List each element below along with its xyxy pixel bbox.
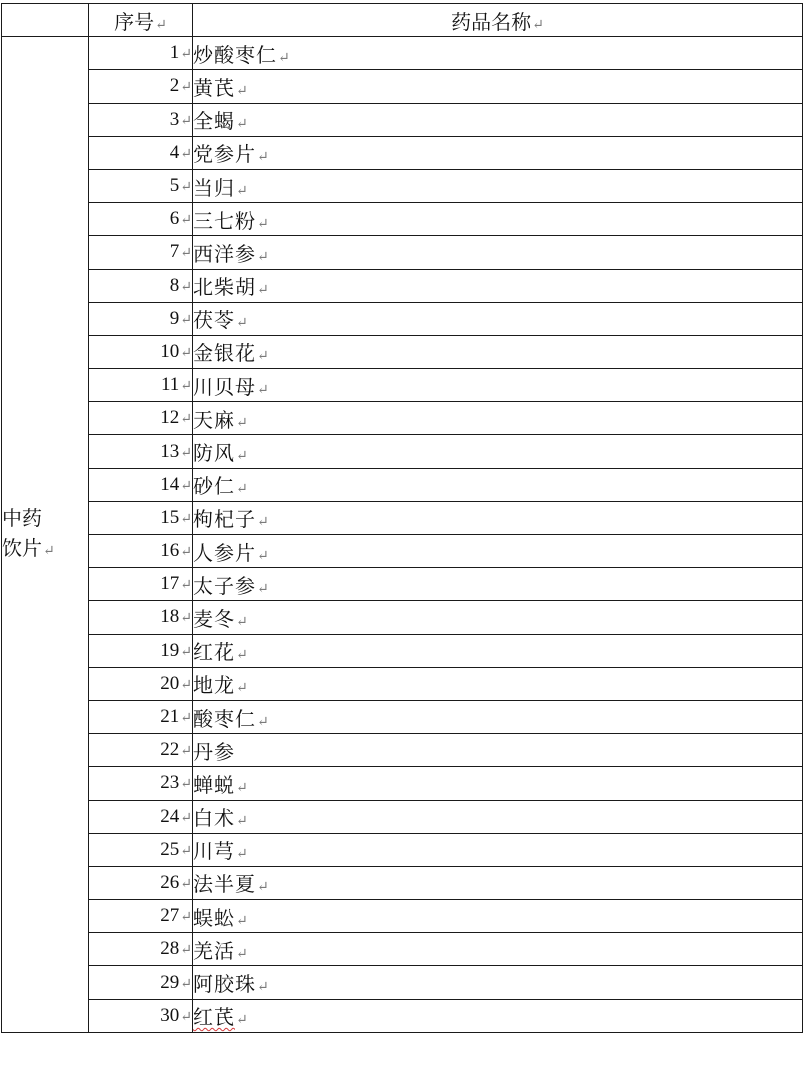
paragraph-mark-icon: ↵ bbox=[236, 116, 248, 133]
drug-name: 川贝母 bbox=[193, 374, 256, 399]
drug-name: 白术 bbox=[193, 806, 235, 831]
table-row bbox=[2, 103, 803, 136]
drug-name: 川芎 bbox=[193, 839, 235, 864]
table-row bbox=[2, 601, 803, 634]
row-number-cell bbox=[89, 601, 193, 634]
drug-name-cell bbox=[193, 601, 803, 634]
drug-name: 人参片 bbox=[193, 540, 256, 565]
paragraph-mark-icon: ↵ bbox=[236, 779, 248, 796]
drug-name: 黄芪 bbox=[193, 75, 235, 100]
category-label-line1: 中药 bbox=[2, 506, 42, 530]
drug-name-cell bbox=[193, 833, 803, 866]
paragraph-mark-icon: ↵ bbox=[257, 514, 269, 531]
paragraph-mark-icon: ↵ bbox=[236, 846, 248, 863]
row-number: 28 bbox=[160, 938, 180, 960]
paragraph-mark-icon: ↵ bbox=[257, 381, 269, 398]
table-row bbox=[2, 700, 803, 733]
row-number-cell bbox=[89, 501, 193, 534]
paragraph-mark-icon: ↵ bbox=[257, 248, 269, 265]
row-number-cell bbox=[89, 70, 193, 103]
drug-name: 天麻 bbox=[193, 407, 235, 432]
paragraph-mark-icon: ↵ bbox=[180, 345, 192, 361]
paragraph-mark-icon: ↵ bbox=[257, 282, 269, 299]
paragraph-mark-icon: ↵ bbox=[180, 213, 192, 229]
paragraph-mark-icon: ↵ bbox=[257, 547, 269, 564]
paragraph-mark-icon: ↵ bbox=[180, 279, 192, 295]
row-number: 14 bbox=[160, 473, 180, 495]
paragraph-mark-icon: ↵ bbox=[257, 979, 269, 996]
drug-name-cell bbox=[193, 37, 803, 70]
drug-name: 蜈蚣 bbox=[193, 905, 235, 930]
table-row bbox=[2, 70, 803, 103]
paragraph-mark-icon: ↵ bbox=[236, 82, 248, 99]
row-number-cell bbox=[89, 37, 193, 70]
paragraph-mark-icon: ↵ bbox=[236, 1012, 248, 1029]
drug-name-cell bbox=[193, 966, 803, 999]
row-number-cell bbox=[89, 900, 193, 933]
row-number-cell bbox=[89, 999, 193, 1032]
row-number: 4 bbox=[169, 141, 180, 163]
row-number: 3 bbox=[169, 108, 180, 130]
paragraph-mark-icon: ↵ bbox=[180, 312, 192, 328]
row-number: 8 bbox=[169, 274, 180, 296]
row-number: 26 bbox=[160, 871, 180, 893]
paragraph-mark-icon: ↵ bbox=[180, 611, 192, 627]
drug-name-cell bbox=[193, 999, 803, 1032]
header-name: 药品名称↵ bbox=[193, 4, 803, 37]
row-number-cell bbox=[89, 734, 193, 767]
row-number-cell bbox=[89, 169, 193, 202]
table-row bbox=[2, 734, 803, 767]
paragraph-mark-icon: ↵ bbox=[236, 182, 248, 199]
paragraph-mark-icon: ↵ bbox=[180, 876, 192, 892]
paragraph-mark-icon: ↵ bbox=[257, 149, 269, 166]
row-number: 30 bbox=[160, 1004, 180, 1026]
drug-name: 党参片 bbox=[193, 142, 256, 167]
paragraph-mark-icon: ↵ bbox=[236, 315, 248, 332]
paragraph-mark-icon: ↵ bbox=[180, 677, 192, 693]
row-number: 24 bbox=[160, 805, 180, 827]
table-row bbox=[2, 169, 803, 202]
drug-name: 三七粉 bbox=[193, 208, 256, 233]
paragraph-mark-icon: ↵ bbox=[180, 777, 192, 793]
row-number: 15 bbox=[160, 506, 180, 528]
row-number-cell bbox=[89, 634, 193, 667]
paragraph-mark-icon: ↵ bbox=[236, 414, 248, 431]
table-row bbox=[2, 468, 803, 501]
table-row bbox=[2, 136, 803, 169]
table-row bbox=[2, 667, 803, 700]
row-number-cell bbox=[89, 468, 193, 501]
table-row bbox=[2, 369, 803, 402]
drug-name-cell bbox=[193, 535, 803, 568]
drug-name-cell bbox=[193, 335, 803, 368]
row-number-cell bbox=[89, 335, 193, 368]
paragraph-mark-icon: ↵ bbox=[180, 445, 192, 461]
drug-name-cell bbox=[193, 933, 803, 966]
row-number: 22 bbox=[160, 739, 180, 761]
row-number-cell bbox=[89, 103, 193, 136]
paragraph-mark-icon: ↵ bbox=[180, 478, 192, 494]
paragraph-mark-icon: ↵ bbox=[257, 879, 269, 896]
row-number: 5 bbox=[169, 175, 180, 197]
paragraph-mark-icon: ↵ bbox=[180, 976, 192, 992]
paragraph-mark-icon: ↵ bbox=[180, 910, 192, 926]
paragraph-mark-icon: ↵ bbox=[180, 180, 192, 196]
paragraph-mark-icon: ↵ bbox=[236, 647, 248, 664]
drug-name-cell bbox=[193, 302, 803, 335]
paragraph-mark-icon: ↵ bbox=[180, 379, 192, 395]
drug-name-cell bbox=[193, 103, 803, 136]
row-number: 20 bbox=[160, 672, 180, 694]
drug-name: 炒酸枣仁 bbox=[193, 42, 277, 67]
row-number-cell bbox=[89, 369, 193, 402]
table-row bbox=[2, 767, 803, 800]
row-number: 19 bbox=[160, 639, 180, 661]
drug-list-table bbox=[1, 3, 803, 1033]
row-number-cell bbox=[89, 302, 193, 335]
table-row bbox=[2, 999, 803, 1032]
drug-name: 麦冬 bbox=[193, 606, 235, 631]
table-row bbox=[2, 203, 803, 236]
table-row bbox=[2, 866, 803, 899]
drug-name-cell bbox=[193, 568, 803, 601]
table-row bbox=[2, 933, 803, 966]
row-number-cell bbox=[89, 966, 193, 999]
row-number: 21 bbox=[160, 706, 180, 728]
paragraph-mark-icon: ↵ bbox=[155, 16, 167, 33]
paragraph-mark-icon: ↵ bbox=[180, 1009, 192, 1025]
paragraph-mark-icon: ↵ bbox=[180, 545, 192, 561]
drug-name-cell bbox=[193, 634, 803, 667]
table-row bbox=[2, 568, 803, 601]
paragraph-mark-icon: ↵ bbox=[180, 113, 192, 129]
paragraph-mark-icon: ↵ bbox=[236, 945, 248, 962]
row-number: 12 bbox=[160, 407, 180, 429]
header-no: 序号↵ bbox=[89, 4, 193, 37]
drug-name: 茯苓 bbox=[193, 308, 235, 333]
row-number-cell bbox=[89, 667, 193, 700]
table-row bbox=[2, 236, 803, 269]
row-number-cell bbox=[89, 767, 193, 800]
row-number: 29 bbox=[160, 971, 180, 993]
paragraph-mark-icon: ↵ bbox=[180, 246, 192, 262]
paragraph-mark-icon: ↵ bbox=[180, 744, 192, 760]
table-row bbox=[2, 402, 803, 435]
drug-name: 羌活 bbox=[193, 938, 235, 963]
drug-name-cell bbox=[193, 203, 803, 236]
paragraph-mark-icon: ↵ bbox=[180, 146, 192, 162]
drug-name-cell bbox=[193, 369, 803, 402]
drug-name: 防风 bbox=[193, 441, 235, 466]
category-header-cell bbox=[2, 4, 89, 37]
drug-name-cell bbox=[193, 866, 803, 899]
paragraph-mark-icon: ↵ bbox=[236, 481, 248, 498]
paragraph-mark-icon: ↵ bbox=[180, 644, 192, 660]
drug-name: 红芪 bbox=[193, 1005, 235, 1030]
header-row bbox=[2, 4, 803, 37]
paragraph-mark-icon: ↵ bbox=[180, 80, 192, 96]
paragraph-mark-icon: ↵ bbox=[236, 448, 248, 465]
row-number-cell bbox=[89, 568, 193, 601]
row-number-cell bbox=[89, 435, 193, 468]
table-row bbox=[2, 435, 803, 468]
row-number: 11 bbox=[160, 374, 180, 396]
table-row bbox=[2, 269, 803, 302]
paragraph-mark-icon: ↵ bbox=[236, 813, 248, 830]
drug-name: 当归 bbox=[193, 175, 235, 200]
row-number: 10 bbox=[160, 340, 180, 362]
row-number-cell bbox=[89, 535, 193, 568]
paragraph-mark-icon: ↵ bbox=[236, 912, 248, 929]
drug-name: 酸枣仁 bbox=[193, 706, 256, 731]
row-number: 23 bbox=[160, 772, 180, 794]
drug-name-cell bbox=[193, 435, 803, 468]
drug-name-cell bbox=[193, 269, 803, 302]
paragraph-mark-icon: ↵ bbox=[180, 47, 192, 63]
paragraph-mark-icon: ↵ bbox=[180, 843, 192, 859]
row-number-cell bbox=[89, 269, 193, 302]
paragraph-mark-icon: ↵ bbox=[257, 215, 269, 232]
row-number: 1 bbox=[169, 42, 180, 64]
row-number: 13 bbox=[160, 440, 180, 462]
row-number: 2 bbox=[169, 75, 180, 97]
paragraph-mark-icon: ↵ bbox=[236, 680, 248, 697]
table-row bbox=[2, 634, 803, 667]
row-number-cell bbox=[89, 402, 193, 435]
row-number: 9 bbox=[169, 307, 180, 329]
drug-name-cell bbox=[193, 402, 803, 435]
row-number-cell bbox=[89, 203, 193, 236]
paragraph-mark-icon: ↵ bbox=[180, 711, 192, 727]
drug-name: 全蝎 bbox=[193, 109, 235, 134]
paragraph-mark-icon: ↵ bbox=[257, 348, 269, 365]
drug-name: 太子参 bbox=[193, 573, 256, 598]
drug-name: 蝉蜕 bbox=[193, 772, 235, 797]
drug-name: 丹参 bbox=[193, 739, 235, 764]
drug-name-cell bbox=[193, 734, 803, 767]
paragraph-mark-icon: ↵ bbox=[180, 943, 192, 959]
drug-name-cell bbox=[193, 800, 803, 833]
row-number-cell bbox=[89, 236, 193, 269]
category-label-line2: 饮片↵ bbox=[2, 536, 55, 560]
drug-name-cell bbox=[193, 767, 803, 800]
table-row bbox=[2, 833, 803, 866]
row-number: 25 bbox=[160, 838, 180, 860]
paragraph-mark-icon: ↵ bbox=[180, 810, 192, 826]
table-row bbox=[2, 800, 803, 833]
row-number: 17 bbox=[160, 573, 180, 595]
row-number: 7 bbox=[169, 241, 180, 263]
drug-name: 枸杞子 bbox=[193, 507, 256, 532]
drug-name-cell bbox=[193, 236, 803, 269]
drug-name: 法半夏 bbox=[193, 872, 256, 897]
drug-name-cell bbox=[193, 136, 803, 169]
table-row bbox=[2, 501, 803, 534]
drug-name-cell bbox=[193, 900, 803, 933]
table-row bbox=[2, 37, 803, 70]
table-row bbox=[2, 335, 803, 368]
drug-name-cell bbox=[193, 667, 803, 700]
row-number: 6 bbox=[169, 208, 180, 230]
drug-name-cell bbox=[193, 70, 803, 103]
row-number-cell bbox=[89, 866, 193, 899]
paragraph-mark-icon: ↵ bbox=[257, 580, 269, 597]
paragraph-mark-icon: ↵ bbox=[278, 49, 290, 66]
table-row bbox=[2, 900, 803, 933]
table-row bbox=[2, 535, 803, 568]
paragraph-mark-icon: ↵ bbox=[532, 16, 544, 33]
drug-name-cell bbox=[193, 468, 803, 501]
drug-name-cell bbox=[193, 501, 803, 534]
row-number-cell bbox=[89, 800, 193, 833]
drug-name: 阿胶珠 bbox=[193, 972, 256, 997]
paragraph-mark-icon: ↵ bbox=[257, 713, 269, 730]
drug-name-cell bbox=[193, 700, 803, 733]
drug-name: 北柴胡 bbox=[193, 275, 256, 300]
row-number: 16 bbox=[160, 540, 180, 562]
paragraph-mark-icon: ↵ bbox=[180, 511, 192, 527]
row-number: 18 bbox=[160, 606, 180, 628]
drug-name: 金银花 bbox=[193, 341, 256, 366]
drug-name: 地龙 bbox=[193, 673, 235, 698]
row-number-cell bbox=[89, 700, 193, 733]
drug-name: 砂仁 bbox=[193, 474, 235, 499]
table-row bbox=[2, 302, 803, 335]
row-number-cell bbox=[89, 933, 193, 966]
drug-name: 红花 bbox=[193, 640, 235, 665]
category-cell bbox=[2, 37, 89, 1033]
paragraph-mark-icon: ↵ bbox=[180, 412, 192, 428]
row-number-cell bbox=[89, 136, 193, 169]
paragraph-mark-icon: ↵ bbox=[43, 543, 55, 559]
row-number-cell bbox=[89, 833, 193, 866]
row-number: 27 bbox=[160, 905, 180, 927]
drug-name: 西洋参 bbox=[193, 241, 256, 266]
drug-name-cell bbox=[193, 169, 803, 202]
paragraph-mark-icon: ↵ bbox=[236, 613, 248, 630]
table-row bbox=[2, 966, 803, 999]
paragraph-mark-icon: ↵ bbox=[180, 578, 192, 594]
